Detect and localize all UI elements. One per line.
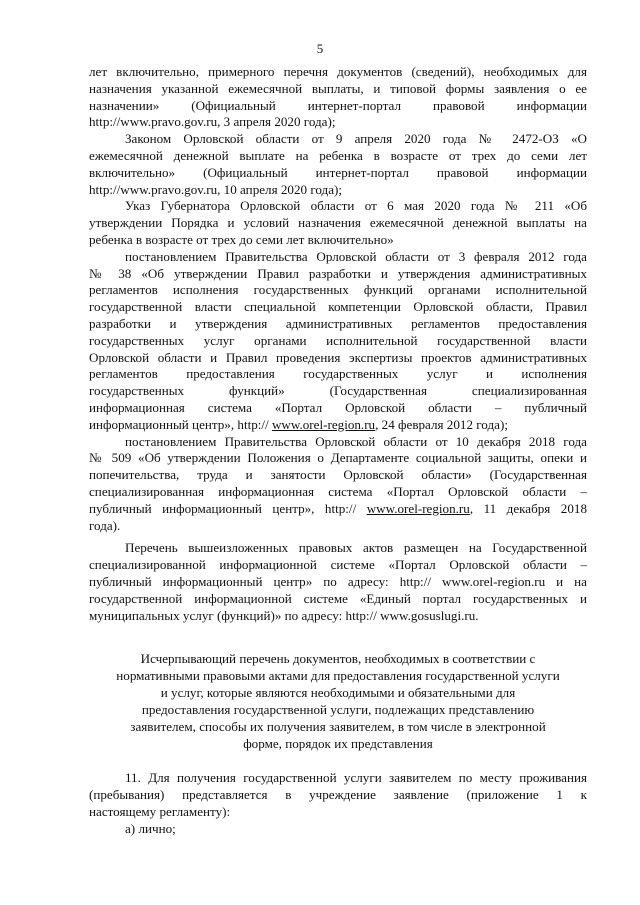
- heading-line: предоставления государственной услуги, подлежащих представлению: [141, 702, 535, 718]
- document-body: [89, 64, 587, 837]
- text-line: а) лично;: [125, 820, 176, 836]
- heading-line: и услуг, которые являются необходимыми и обязательными для: [160, 685, 516, 701]
- text-line: http://www.pravo.gov.ru, 3 апреля 2020 года);: [89, 114, 336, 130]
- text-line: постановлением Правительства Орловской области от 10 декабря 2018 года: [125, 433, 587, 449]
- legal-acts-list: [89, 64, 587, 624]
- text-line: включительно» (Официальный интернет-портал правовой информации: [89, 164, 587, 180]
- text-line: регламентов предоставления государственных услуг и исполнения: [89, 366, 587, 382]
- text-line: № 509 «Об утверждении Положения о Департаменте социальной защиты, опеки и: [89, 450, 587, 466]
- section-heading: [89, 650, 587, 752]
- text-line: назначении» (Официальный интернет-портал правовой информации: [89, 97, 587, 113]
- text-line: информационная система «Портал Орловской области – публичный: [89, 399, 587, 415]
- text-line: Перечень вышеизложенных правовых актов размещен на Государственной: [125, 540, 587, 556]
- text-line: публичный информационный центр», http:// www.orel-region.ru, 11 декабря 2018: [89, 500, 587, 516]
- text-line: попечительства, труда и занятости Орловской области» (Государственная: [89, 467, 587, 483]
- text-line: муниципальных услуг (функций)» по адресу: http:// www.gosuslugi.ru.: [89, 607, 479, 623]
- text-line: http://www.pravo.gov.ru, 10 апреля 2020 года);: [89, 181, 343, 197]
- text-line: специализированной информационной системе «Портал Орловской области –: [89, 557, 587, 573]
- url-link: www.orel-region.ru: [271, 416, 376, 432]
- text-line: разработки и утверждения административных регламентов предоставления: [89, 315, 587, 331]
- heading-line: форме, порядок их представления: [243, 736, 433, 752]
- text-line: (пребывания) представляется в учреждение заявление (приложение 1 к: [89, 787, 587, 803]
- heading-line: Исчерпывающий перечень документов, необходимых в соответствии с: [140, 651, 536, 667]
- text-line: 11. Для получения государственной услуги заявителем по месту проживания: [125, 770, 587, 786]
- text-line: лет включительно, примерного перечня документов (сведений), необходимых для: [89, 64, 587, 79]
- text-line: утверждении Порядка и условий назначения ежемесячной денежной выплаты на: [89, 215, 587, 231]
- text-line: государственных услуг органами исполнительной государственной власти: [89, 332, 587, 348]
- text-line: назначения указанной ежемесячной выплаты, и типовой формы заявления о ее: [89, 80, 587, 96]
- section-body: [89, 770, 587, 837]
- text-line: настоящему регламенту):: [89, 803, 231, 819]
- heading-line: нормативными правовыми актами для предоставления государственной услуги: [116, 668, 560, 684]
- text-line: Указ Губернатора Орловской области от 6 мая 2020 года № 211 «Об: [125, 198, 587, 214]
- heading-line: заявителем, способы их получения заявителем, в том числе в электронной: [130, 719, 546, 735]
- text-line: регламентов исполнения государственных функций органами исполнительной: [89, 282, 587, 298]
- text-line: государственной информационной системе «Единый портал государственных и: [89, 590, 587, 606]
- text-line: публичный информационный центр» по адресу: http:// www.orel-region.ru и на: [89, 573, 587, 589]
- text-line: постановлением Правительства Орловской области от 3 февраля 2012 года: [125, 248, 587, 264]
- text-line: информационный центр», http:// www.orel-region.ru, 24 февраля 2012 года);: [89, 416, 508, 432]
- text-line: Законом Орловской области от 9 апреля 2020 года № 2472-ОЗ «О: [125, 131, 587, 147]
- text-line: государственной власти специальной компетенции Орловской области, Правил: [89, 299, 587, 315]
- text-line: Орловской области и Правил проведения экспертизы проектов административных: [89, 349, 587, 365]
- text-line: ребенка в возрасте от трех до семи лет включительно»: [89, 231, 394, 247]
- text-line: ежемесячной денежной выплате на ребенка в возрасте от трех до семи лет: [89, 147, 587, 163]
- text-line: специализированная информационная система «Портал Орловской области –: [89, 483, 587, 499]
- page-number: 5: [316, 41, 324, 56]
- text-line: года).: [89, 517, 121, 533]
- text-line: № 38 «Об утверждении Правил разработки и утверждения административных: [89, 265, 587, 281]
- url-link: www.orel-region.ru: [366, 500, 470, 516]
- text-line: государственных функций» (Государственная специализированная: [89, 383, 587, 399]
